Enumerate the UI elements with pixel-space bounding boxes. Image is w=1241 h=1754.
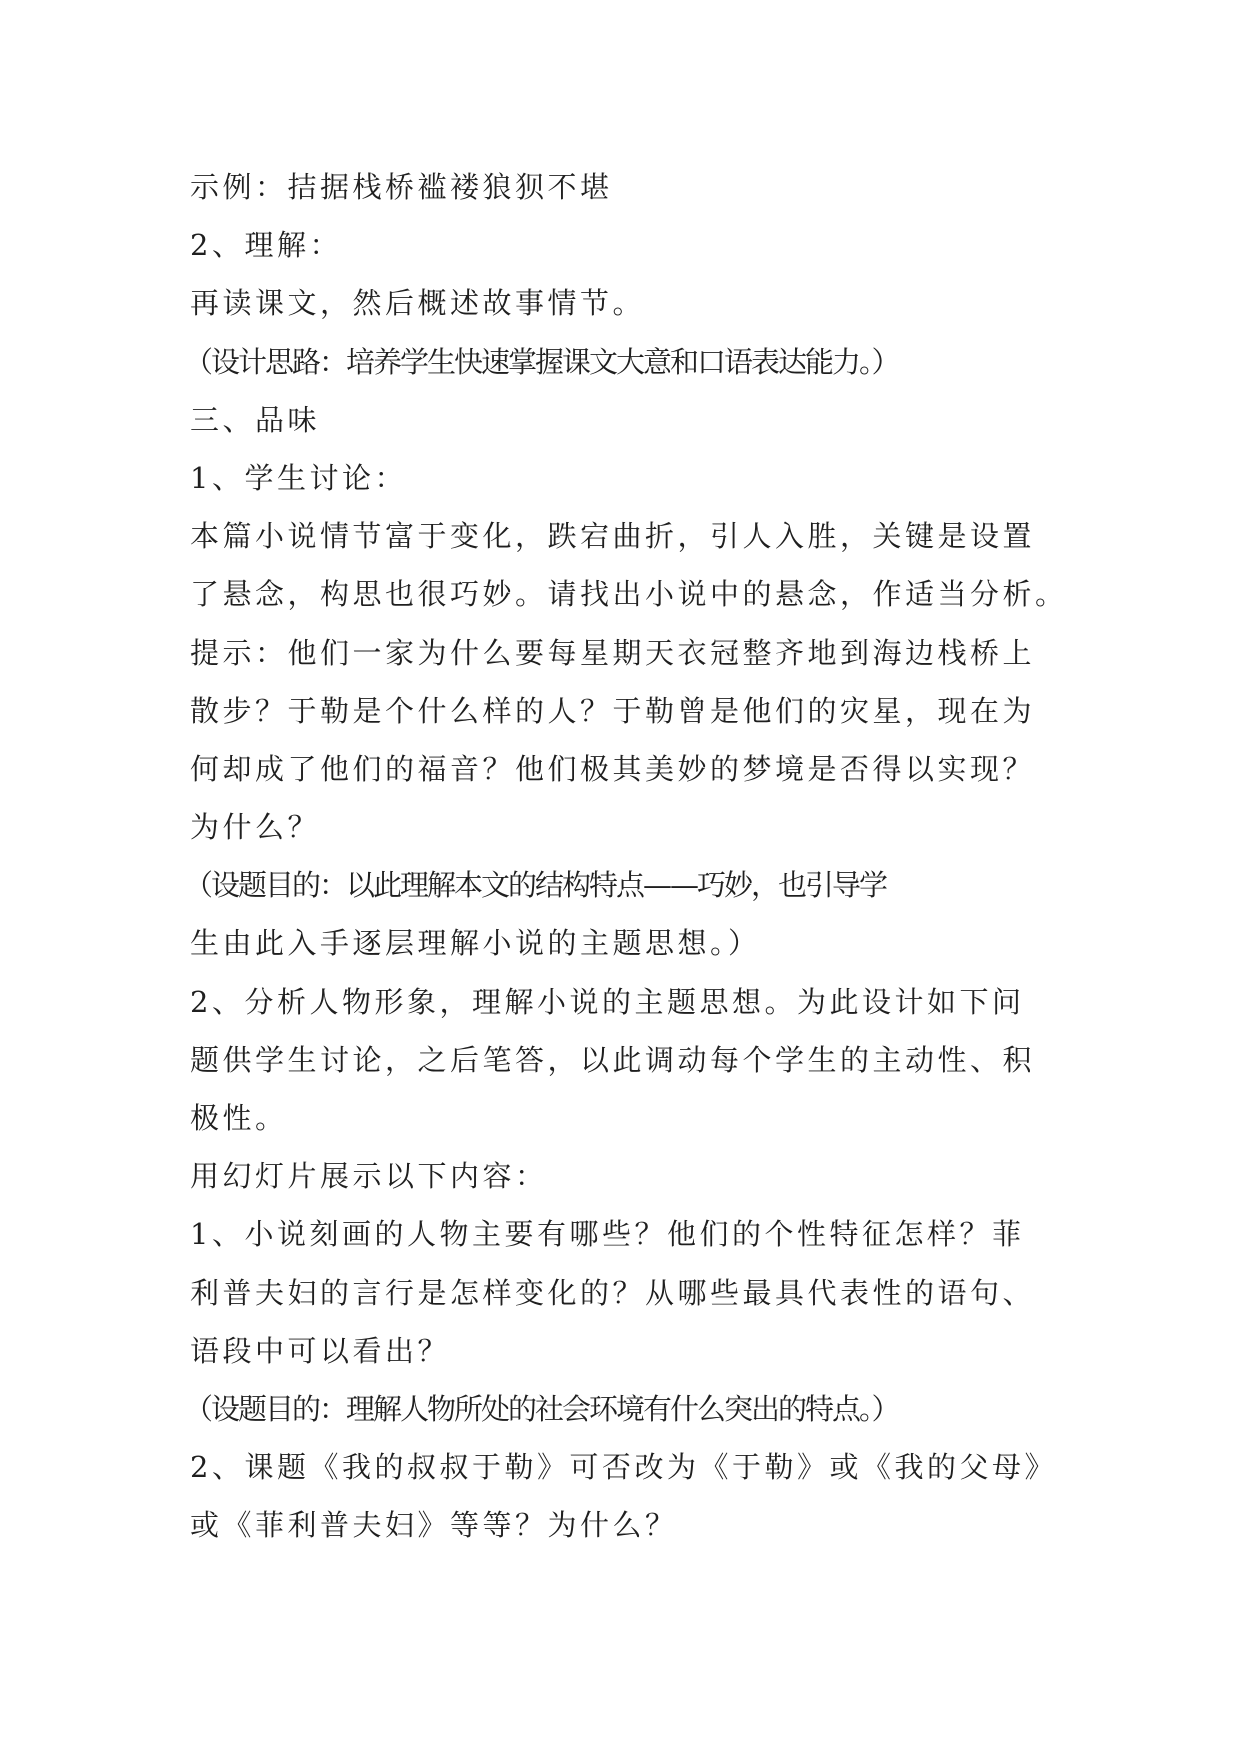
text-line: （设题目的：以此理解本文的结构特点——巧妙，也引导学: [184, 868, 887, 903]
text-line: 1、小说刻画的人物主要有哪些？他们的个性特征怎样？菲: [190, 1217, 1025, 1252]
text-line: 或《菲利普夫妇》等等？为什么？: [190, 1508, 678, 1543]
text-line: 极性。: [190, 1101, 288, 1135]
text-line: 2、课题《我的叔叔于勒》可否改为《于勒》或《我的父母》: [190, 1450, 1057, 1485]
text-line: （设计思路：培养学生快速掌握课文大意和口语表达能力。）: [184, 344, 899, 379]
text-line: （设题目的：理解人物所处的社会环境有什么突出的特点。）: [184, 1391, 899, 1426]
text-line: 2、理解：: [190, 228, 342, 263]
text-line: 何却成了他们的福音？他们极其美妙的梦境是否得以实现？: [190, 751, 1036, 786]
text-line: 散步？于勒是个什么样的人？于勒曾是他们的灾星，现在为: [190, 693, 1036, 728]
text-line: 再读课文，然后概述故事情节。: [190, 286, 646, 321]
text-line: 语段中可以看出？: [190, 1333, 451, 1368]
text-line: 示例：拮据栈桥褴褛狼狈不堪: [190, 170, 613, 204]
text-line: 2、分析人物形象，理解小说的主题思想。为此设计如下问: [190, 984, 1025, 1019]
document-body: [184, 158, 1070, 1555]
text-line: 提示：他们一家为什么要每星期天衣冠整齐地到海边栈桥上: [190, 635, 1036, 670]
text-line: 为什么？: [190, 810, 321, 845]
text-line: 1、学生讨论：: [190, 460, 407, 495]
text-line: 生由此入手逐层理解小说的主题思想。）: [190, 926, 761, 961]
section-heading: 三、品味: [190, 402, 321, 437]
text-line: 用幻灯片展示以下内容：: [190, 1159, 548, 1194]
text-line: 了悬念，构思也很巧妙。请找出小说中的悬念，作适当分析。: [190, 577, 1068, 612]
text-line: 利普夫妇的言行是怎样变化的？从哪些最具代表性的语句、: [190, 1275, 1036, 1310]
text-line: 题供学生讨论，之后笔答，以此调动每个学生的主动性、积: [190, 1042, 1036, 1077]
text-line: 本篇小说情节富于变化，跌宕曲折，引人入胜，关键是设置: [190, 519, 1036, 554]
